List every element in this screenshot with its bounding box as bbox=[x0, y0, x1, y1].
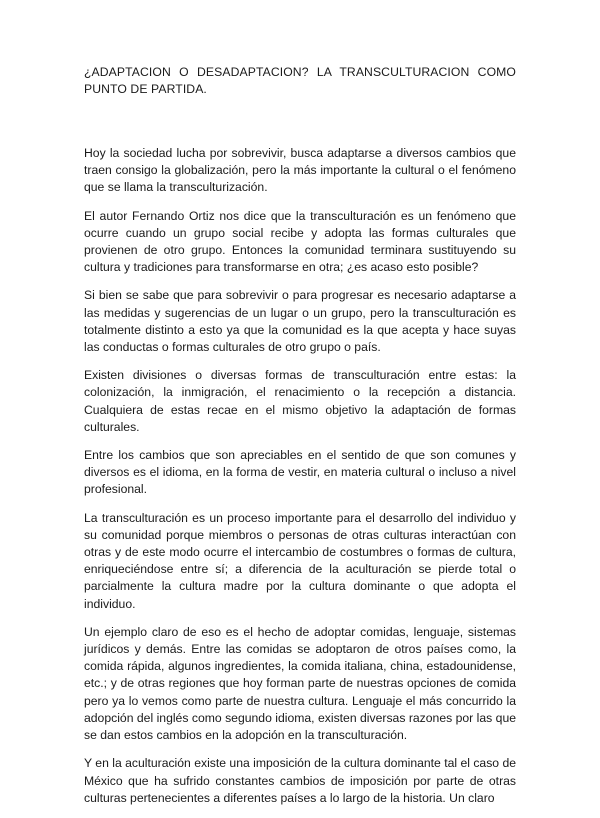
paragraph-7: Un ejemplo claro de eso es el hecho de adoptar comidas, lenguaje, sistemas jurídicos y demás. Entre las comidas se adoptaron de otros países como, la comida rápida, algunos ingredientes, la comida italiana, china, estadounidense, etc.; y de otras regiones que hoy forman parte de nuestras opciones de comida pero ya lo vemos como parte de nuestra cultura. Lenguaje el más concurrido la adopción del inglés como segundo idioma, existen diversas razones por las que se dan estos cambios en la adopción en la transculturación. bbox=[84, 624, 516, 743]
paragraph-5: Entre los cambios que son apreciables en el sentido de que son comunes y diversos es el idioma, en la forma de vestir, en materia cultural o incluso a nivel profesional. bbox=[84, 448, 516, 497]
paragraph-8: Y en la aculturación existe una imposición de la cultura dominante tal el caso de México que ha sufrido constantes cambios de imposición por parte de otras culturas pertenecientes a diferentes países a lo largo de la historia. Un claro bbox=[84, 756, 517, 805]
paragraph-6: La transculturación es un proceso importante para el desarrollo del individuo y su comunidad porque miembros o personas de otras culturas interactúan con otras y de este modo ocurre el intercambio de costumbres o formas de cultura, enriqueciéndose entre sí; a diferencia de la aculturación se pierde total o parcialmente la cultura madre por la cultura dominante o que adopta el individuo. bbox=[84, 510, 516, 611]
paragraph-4: Existen divisiones o diversas formas de transculturación entre estas: la colonización, la inmigración, el renacimiento o la recepción a distancia. Cualquiera de estas recae en el mismo objetivo la adaptación de formas culturales. bbox=[84, 368, 516, 434]
paragraph-2: El autor Fernando Ortiz nos dice que la transculturación es un fenómeno que ocurre cuando un grupo social recibe y adopta las formas culturales que provienen de otro grupo. Entonces la comunidad terminara sustituyendo su cultura y tradiciones para transformarse en otra; ¿es acaso esto posible? bbox=[84, 208, 516, 275]
paragraph-1: Hoy la sociedad lucha por sobrevivir, busca adaptarse a diversos cambios que traen consigo la globalización, pero la más importante la cultural o el fenómeno que se llama la transculturización. bbox=[84, 146, 516, 195]
paragraph-3: Si bien se sabe que para sobrevivir o para progresar es necesario adaptarse a las medidas y sugerencias de un lugar o un grupo, pero la transculturación es totalmente distinto a esto ya que la comunidad es la que acepta y hace suyas las conductas o formas culturales de otro grupo o país. bbox=[84, 288, 516, 355]
document-page bbox=[84, 64, 516, 818]
document-title: ¿ADAPTACION O DESADAPTACION? LA TRANSCULTURACION COMO PUNTO DE PARTIDA. bbox=[84, 65, 516, 96]
